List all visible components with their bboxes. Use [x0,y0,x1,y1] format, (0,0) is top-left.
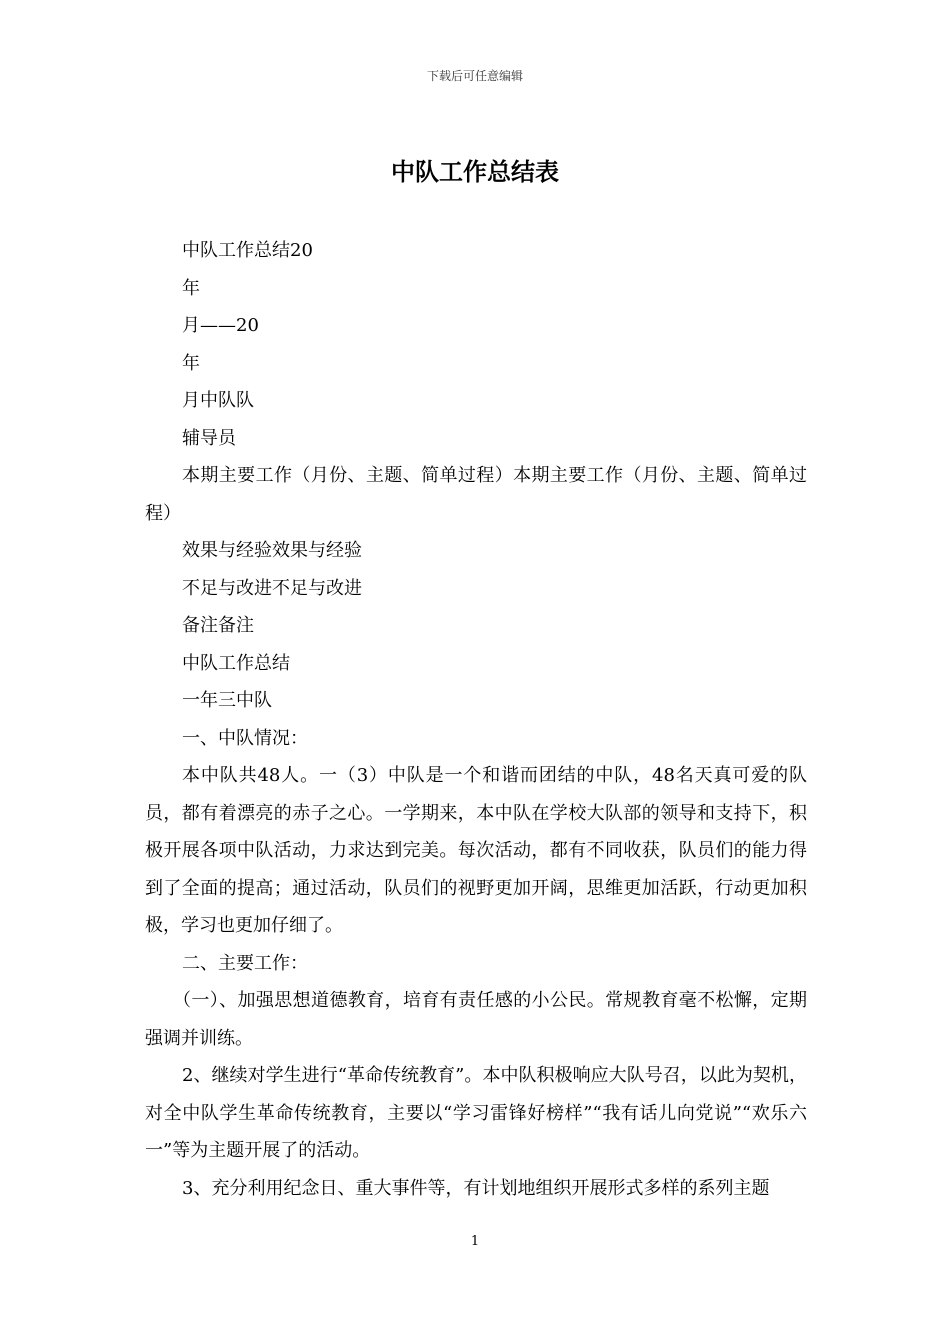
paragraph: 中队工作总结 [182,652,290,674]
paragraph: 2、继续对学生进行“革命传统教育”。本中队积极响应大队号召，以此为契机，对全中队学生革命传统教育，主要以“学习雷锋好榜样”“我有话儿向党说”“欢乐六一”等为主题开展了的活动。 [145,1065,807,1161]
paragraph: 本期主要工作（月份、主题、简单过程）本期主要工作（月份、主题、简单过程） [145,465,807,524]
section-heading: 二、主要工作： [182,952,308,974]
section-heading: 一、中队情况： [182,727,308,749]
document-body [145,232,807,1207]
page-header: 下载后可任意编辑 [426,69,523,83]
paragraph: 年 [182,352,200,374]
paragraph: 年 [182,277,200,299]
paragraph: 效果与经验效果与经验 [182,540,362,561]
paragraph: 月中队队 [182,390,254,411]
paragraph: 一年三中队 [182,690,272,711]
page-number: 1 [470,1234,480,1249]
paragraph: 3、充分利用纪念日、重大事件等，有计划地组织开展形式多样的系列主题 [182,1177,770,1199]
document-title: 中队工作总结表 [391,158,559,186]
paragraph: 月——20 [182,315,259,336]
paragraph: 本中队共48人。一（3）中队是一个和谐而团结的中队，48名天真可爱的队员，都有着漂亮的赤子之心。一学期来，本中队在学校大队部的领导和支持下，积极开展各项中队活动，力求达到完美。每次活动，都有不同收获，队员们的能力得到了全面的提高；通过活动，队员们的视野更加开阔，思维更加活跃，行动更加积极，学习也更加仔细了。 [145,765,807,936]
paragraph: 中队工作总结20 [182,240,313,261]
paragraph: 备注备注 [182,615,254,636]
paragraph: （一）、加强思想道德教育，培育有责任感的小公民。常规教育毫不松懈，定期强调并训练。 [145,990,807,1049]
paragraph: 辅导员 [182,427,236,449]
paragraph: 不足与改进不足与改进 [182,577,362,599]
